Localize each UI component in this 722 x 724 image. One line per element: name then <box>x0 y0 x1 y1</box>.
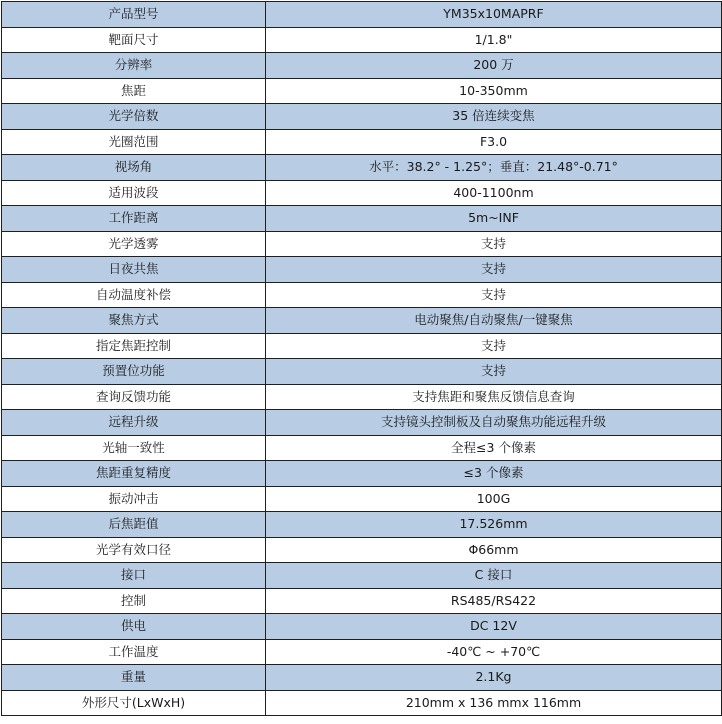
row-label: 焦距 <box>2 78 266 104</box>
row-label: 靶面尺寸 <box>2 27 266 53</box>
row-label: 供电 <box>2 614 266 640</box>
row-value: ≤3 个像素 <box>266 461 722 487</box>
row-value: 5m~INF <box>266 206 722 232</box>
row-value: 1/1.8" <box>266 27 722 53</box>
table-row <box>2 333 722 359</box>
row-label: 光轴一致性 <box>2 435 266 461</box>
row-label: 远程升级 <box>2 410 266 436</box>
table-row <box>2 78 722 104</box>
row-value: 2.1Kg <box>266 665 722 691</box>
row-value: 10-350mm <box>266 78 722 104</box>
row-label: 分辨率 <box>2 53 266 79</box>
row-label: 控制 <box>2 588 266 614</box>
table-row <box>2 2 722 28</box>
table-row <box>2 308 722 334</box>
table-row <box>2 588 722 614</box>
row-label: 指定焦距控制 <box>2 333 266 359</box>
row-value: 200 万 <box>266 53 722 79</box>
row-value: 支持 <box>266 282 722 308</box>
row-value: 100G <box>266 486 722 512</box>
row-label: 后焦距值 <box>2 512 266 538</box>
row-value: F3.0 <box>266 129 722 155</box>
row-value: RS485/RS422 <box>266 588 722 614</box>
table-row <box>2 410 722 436</box>
row-label: 振动冲击 <box>2 486 266 512</box>
row-value: 支持焦距和聚焦反馈信息查询 <box>266 384 722 410</box>
row-value: 支持 <box>266 231 722 257</box>
row-value: YM35x10MAPRF <box>266 2 722 28</box>
row-value: 电动聚焦/自动聚焦/一键聚焦 <box>266 308 722 334</box>
row-label: 聚焦方式 <box>2 308 266 334</box>
table-row <box>2 639 722 665</box>
row-value: 全程≤3 个像素 <box>266 435 722 461</box>
row-label: 自动温度补偿 <box>2 282 266 308</box>
row-label: 查询反馈功能 <box>2 384 266 410</box>
row-label: 光学有效口径 <box>2 537 266 563</box>
row-value: 水平：38.2° - 1.25°；垂直：21.48°-0.71° <box>266 155 722 181</box>
row-value: 17.526mm <box>266 512 722 538</box>
row-label: 预置位功能 <box>2 359 266 385</box>
row-value: DC 12V <box>266 614 722 640</box>
row-label: 工作温度 <box>2 639 266 665</box>
row-value: 支持镜头控制板及自动聚焦功能远程升级 <box>266 410 722 436</box>
row-value: C 接口 <box>266 563 722 589</box>
table-row <box>2 486 722 512</box>
row-label: 日夜共焦 <box>2 257 266 283</box>
table-row <box>2 537 722 563</box>
row-label: 视场角 <box>2 155 266 181</box>
table-row <box>2 155 722 181</box>
row-value: 35 倍连续变焦 <box>266 104 722 130</box>
table-row <box>2 614 722 640</box>
row-value: 支持 <box>266 257 722 283</box>
spec-table <box>1 1 722 716</box>
row-value: -40℃ ~ +70℃ <box>266 639 722 665</box>
table-row <box>2 512 722 538</box>
table-row <box>2 129 722 155</box>
table-row <box>2 690 722 716</box>
row-label: 产品型号 <box>2 2 266 28</box>
table-row <box>2 104 722 130</box>
table-row <box>2 27 722 53</box>
row-label: 外形尺寸(LxWxH) <box>2 690 266 716</box>
row-label: 接口 <box>2 563 266 589</box>
table-row <box>2 206 722 232</box>
row-value: 400-1100nm <box>266 180 722 206</box>
row-label: 光学透雾 <box>2 231 266 257</box>
row-value: 210mm x 136 mmx 116mm <box>266 690 722 716</box>
row-label: 焦距重复精度 <box>2 461 266 487</box>
table-row <box>2 231 722 257</box>
row-label: 适用波段 <box>2 180 266 206</box>
row-value: 支持 <box>266 359 722 385</box>
table-row <box>2 384 722 410</box>
table-row <box>2 563 722 589</box>
table-row <box>2 53 722 79</box>
table-row <box>2 180 722 206</box>
row-label: 工作距离 <box>2 206 266 232</box>
row-value: 支持 <box>266 333 722 359</box>
table-row <box>2 282 722 308</box>
row-label: 光圈范围 <box>2 129 266 155</box>
row-value: Φ66mm <box>266 537 722 563</box>
table-row <box>2 665 722 691</box>
row-label: 光学倍数 <box>2 104 266 130</box>
table-row <box>2 435 722 461</box>
table-row <box>2 461 722 487</box>
table-row <box>2 257 722 283</box>
table-row <box>2 359 722 385</box>
row-label: 重量 <box>2 665 266 691</box>
